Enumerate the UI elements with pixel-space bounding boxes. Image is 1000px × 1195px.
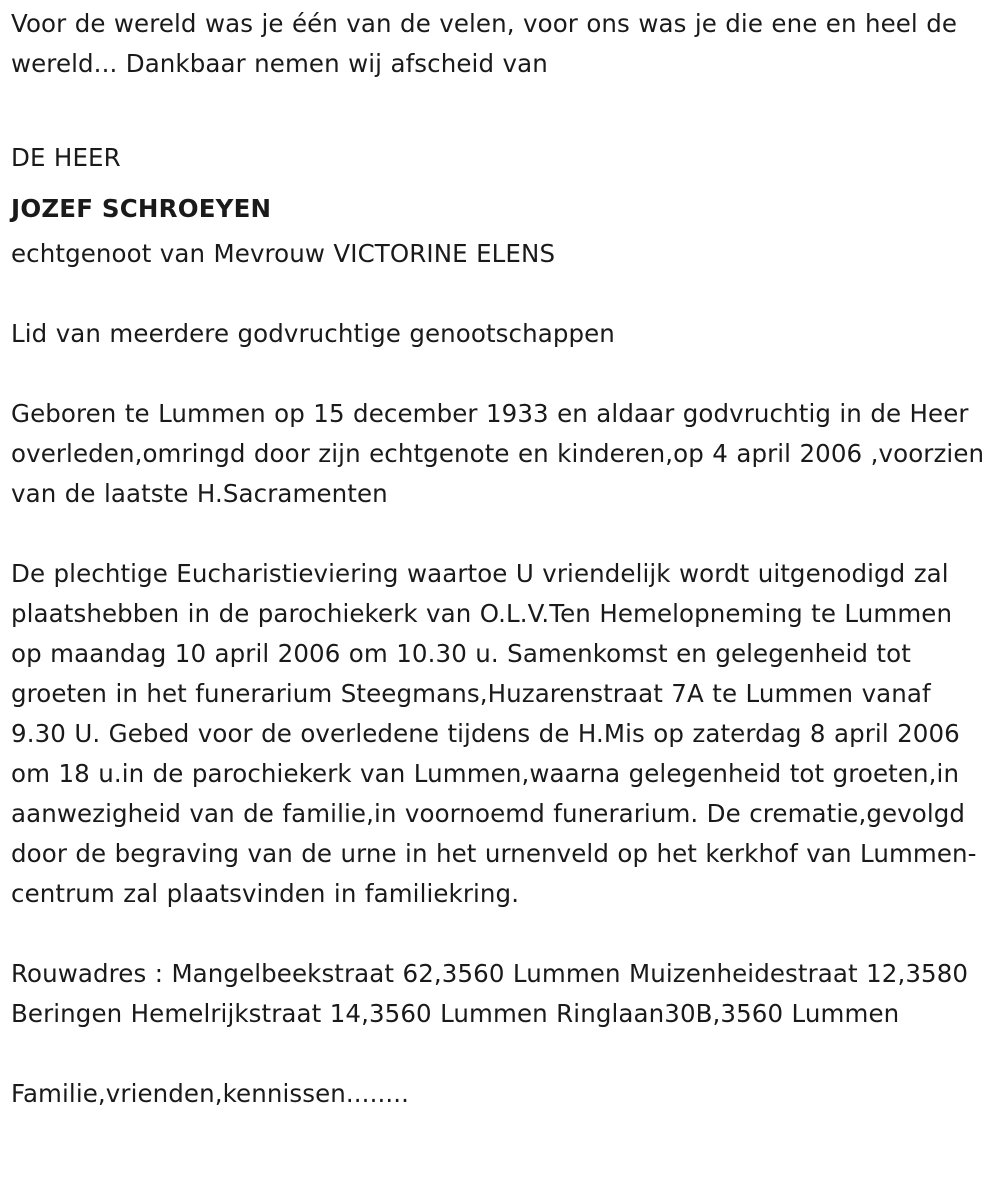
- spacer: [11, 914, 988, 954]
- spacer: [11, 84, 988, 124]
- spacer: [11, 1034, 988, 1074]
- spouse-text: echtgenoot van Mevrouw VICTORINE ELENS: [11, 239, 556, 268]
- birth-death-text: Geboren te Lummen op 15 december 1933 en aldaar godvruchtig in de Heer overleden,omringd door zijn echtgenote en kinderen,op 4 april 2006 ,voorzien van de laatste H.Sacramenten: [11, 399, 985, 508]
- address-text: Rouwadres : Mangelbeekstraat 62,3560 Lummen Muizenheidestraat 12,3580 Beringen Hemelrijkstraat 14,3560 Lummen Ringlaan30B,3560 Lummen: [11, 959, 969, 1028]
- ceremony-text: De plechtige Eucharistieviering waartoe U vriendelijk wordt uitgenodigd zal plaatshebben in de parochiekerk van O.L.V.Ten Hemelopneming te Lummen op maandag 10 april 2006 om 10.30 u. Samenkomst en gelegenheid tot groeten in het funerarium Steegmans,Huzarenstraat 7A te Lummen vanaf 9.30 U. Gebed voor de overledene tijdens de H.Mis op zaterdag 8 april 2006 om 18 u.in de parochiekerk van Lummen,waarna gelegenheid tot groeten,in aanwezigheid van de familie,in voornoemd funerarium. De crematie,gevolgd door de begraving van de urne in het urnenveld op het kerkhof van Lummen-centrum zal plaatsvinden in familiekring.: [11, 559, 977, 908]
- deceased-name: JOZEF SCHROEYEN: [11, 194, 272, 223]
- spacer: [11, 274, 988, 314]
- honorific-title: DE HEER: [11, 143, 121, 172]
- intro-text: Voor de wereld was je één van de velen, voor ons was je die ene en heel de wereld... Dankbaar nemen wij afscheid van: [11, 9, 958, 78]
- spacer: [11, 514, 988, 554]
- closing-text: Familie,vrienden,kennissen........: [11, 1079, 410, 1108]
- membership-text: Lid van meerdere godvruchtige genootschappen: [11, 319, 615, 348]
- spacer: [11, 354, 988, 394]
